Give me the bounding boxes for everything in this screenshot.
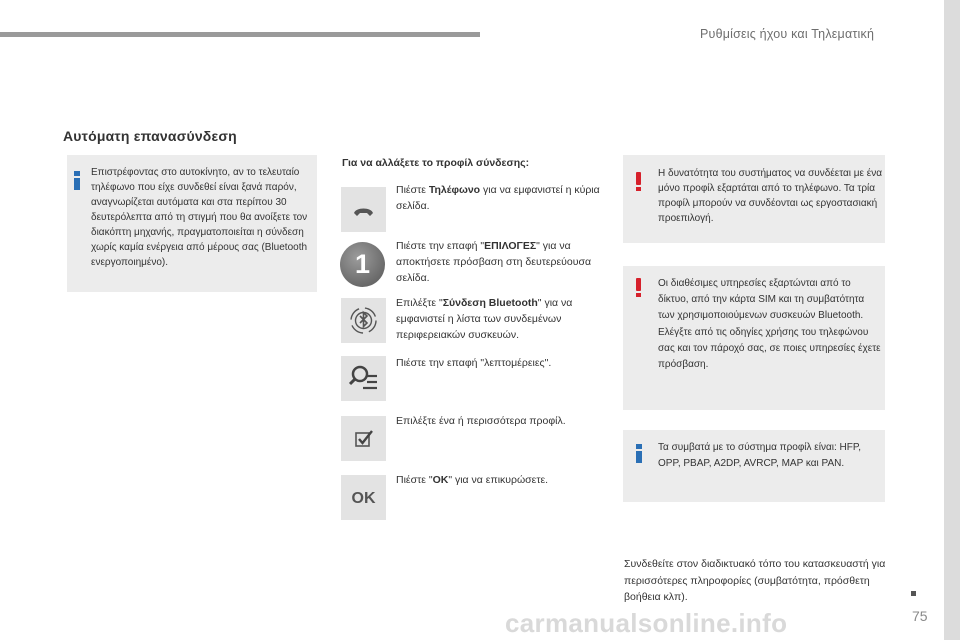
watermark: carmanualsonline.info — [505, 608, 788, 638]
checkbox-icon — [341, 416, 386, 461]
intro-info-text: Επιστρέφοντας στο αυτοκίνητο, αν το τελευταίο τηλέφωνο που είχε συνδεθεί είναι ξανά παρόν, αναγνωρίζεται αυτόματα και στα περίπου 30 δευτερόλεπτα από τη στιγμή που θα ανοίξετε τον διακόπτη μηχανής, πραγματοποιείται η σύνδεση χωρίς καμία ενέργεια από μέρους σας (Bluetooth ενεργοποιημένο). — [91, 167, 308, 268]
ok-icon — [341, 475, 386, 520]
intro-info-box — [67, 155, 317, 292]
step-number-badge: 1 — [340, 242, 385, 287]
profile-warning-text: Η δυνατότητα του συστήματος να συνδέεται με ένα μόνο προφίλ εξαρτάται από το τηλέφωνο. Τα τρία προφίλ μπορούν να συνδέονται ως εργοστασιακή προεπιλογή. — [658, 168, 883, 224]
info-icon — [74, 171, 80, 190]
profile-warning-box — [623, 155, 885, 243]
bluetooth-icon — [341, 298, 386, 343]
chapter-title: Ρυθμίσεις ήχου και Τηλεματική — [700, 27, 875, 41]
website-note: Συνδεθείτε στον διαδικτυακό τόπο του κατασκευαστή για περισσότερες πληροφορίες (συμβατότητα, πρόσθετη βοήθεια κλπ). — [624, 558, 886, 603]
ok-icon-label: OK — [351, 490, 376, 507]
compatible-profiles-box — [623, 430, 885, 502]
info-icon — [636, 444, 642, 463]
step-2-text: Πιέστε την επαφή "ΕΠΙΛΟΓΕΣ" για να αποκτήσετε πρόσβαση στη δευτερεύουσα σελίδα. — [396, 240, 592, 284]
page-number: 75 — [912, 608, 928, 624]
step-5-text: Επιλέξτε ένα ή περισσότερα προφίλ. — [396, 415, 566, 427]
step-1-text: Πιέστε Τηλέφωνο για να εμφανιστεί η κύρια σελίδα. — [396, 184, 600, 212]
compatible-profiles-text: Τα συμβατά με το σύστημα προφίλ είναι: HFP, OPP, PBAP, A2DP, AVRCP, MAP και PAN. — [658, 442, 862, 469]
header-rule — [0, 32, 480, 37]
warning-icon — [635, 172, 641, 191]
section-title: Αυτόματη επανασύνδεση — [63, 128, 237, 144]
phone-icon — [341, 187, 386, 232]
details-search-icon — [341, 356, 386, 401]
services-warning-box — [623, 266, 885, 410]
page-marker — [911, 591, 916, 596]
warning-icon — [635, 278, 641, 297]
services-warning-text: Οι διαθέσιμες υπηρεσίες εξαρτώνται από το δίκτυο, από την κάρτα SIM και τη συμβατότητα των χρησιμοποιούμενων συσκευών Bluetooth. Ελέγξτε από τις οδηγίες χρήσης του τηλεφώνου σας και τον πάροχό σας, σε ποιες υπηρεσίες έχετε πρόσβαση. — [658, 278, 881, 371]
step-3-text: Επιλέξτε "Σύνδεση Bluetooth" για να εμφανιστεί η λίστα των συνδεμένων περιφερειακών συσκευών. — [396, 297, 573, 341]
steps-heading: Για να αλλάξετε το προφίλ σύνδεσης: — [342, 157, 530, 169]
step-6-text: Πιέστε "OK" για να επικυρώσετε. — [396, 474, 549, 486]
step-4-text: Πιέστε την επαφή "λεπτομέρειες". — [396, 357, 552, 369]
page-edge-strip — [944, 0, 960, 640]
